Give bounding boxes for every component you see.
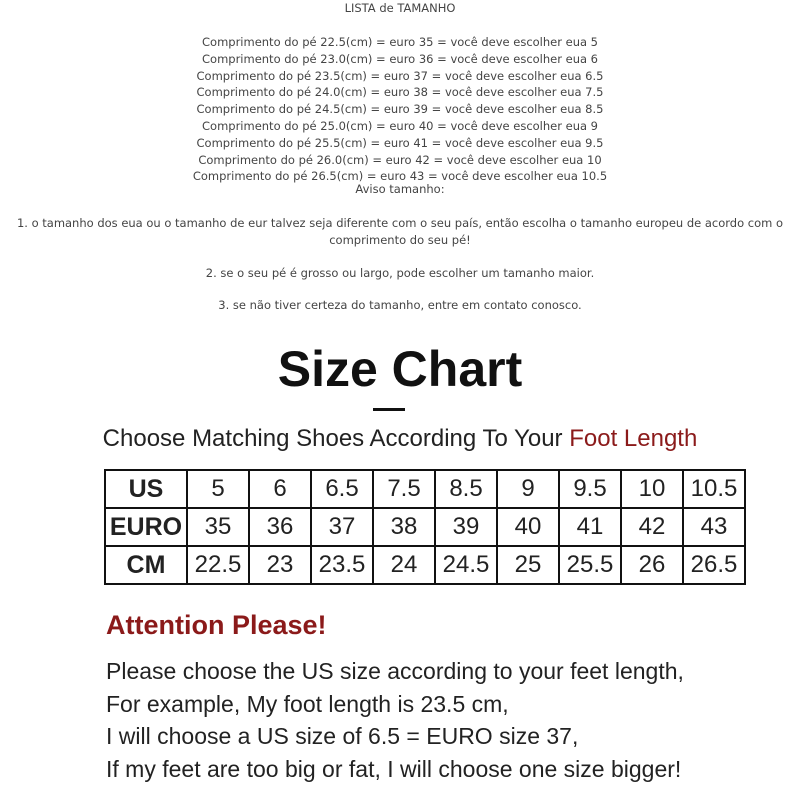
row-header: EURO	[105, 508, 187, 546]
table-cell: 26	[621, 546, 683, 584]
attention-line: If my feet are too big or fat, I will choose one size bigger!	[106, 755, 682, 782]
attention-line: For example, My foot length is 23.5 cm,	[106, 690, 509, 717]
table-cell: 40	[497, 508, 559, 546]
size-line: Comprimento do pé 25.0(cm) = euro 40 = você deve escolher eua 9	[202, 118, 598, 133]
table-cell: 9.5	[559, 470, 621, 508]
size-line: Comprimento do pé 23.5(cm) = euro 37 = você deve escolher eua 6.5	[196, 68, 604, 83]
table-cell: 37	[311, 508, 373, 546]
note-2: 2. se o seu pé é grosso ou largo, pode escolher um tamanho maior.	[205, 266, 595, 280]
table-cell: 39	[435, 508, 497, 546]
attention-title: Attention Please!	[106, 610, 327, 640]
table-row	[105, 470, 745, 508]
table-cell: 9	[497, 470, 559, 508]
subtitle-highlight: Foot Length	[569, 425, 698, 452]
table-cell: 22.5	[187, 546, 249, 584]
size-table	[104, 469, 746, 585]
size-line: Comprimento do pé 26.0(cm) = euro 42 = você deve escolher eua 10	[198, 152, 602, 167]
row-header: US	[105, 470, 187, 508]
table-cell: 25	[497, 546, 559, 584]
note-1: 1. o tamanho dos eua ou o tamanho de eur talvez seja diferente com o seu país, então escolha o tamanho europeu de acordo com o comprimento do seu pé!	[16, 216, 784, 247]
table-cell: 35	[187, 508, 249, 546]
table-cell: 41	[559, 508, 621, 546]
table-cell: 38	[373, 508, 435, 546]
table-cell: 42	[621, 508, 683, 546]
row-header: CM	[105, 546, 187, 584]
attention-line: Please choose the US size according to your feet length,	[106, 658, 684, 684]
size-line: Comprimento do pé 22.5(cm) = euro 35 = você deve escolher eua 5	[202, 35, 598, 49]
subtitle-main: Choose Matching Shoes According To Your	[102, 425, 570, 452]
table-cell: 7.5	[373, 470, 435, 508]
notice-title: Aviso tamanho:	[355, 182, 445, 196]
table-cell: 26.5	[683, 546, 745, 584]
table-cell: 25.5	[559, 546, 621, 584]
size-line: Comprimento do pé 24.0(cm) = euro 38 = você deve escolher eua 7.5	[196, 85, 604, 100]
size-lines	[0, 34, 800, 185]
table-cell: 5	[187, 470, 249, 508]
chart-title: Size Chart	[277, 341, 523, 397]
table-row	[105, 508, 745, 546]
attention-text	[106, 655, 684, 785]
size-line: Comprimento do pé 24.5(cm) = euro 39 = você deve escolher eua 8.5	[196, 102, 604, 117]
attention-line: I will choose a US size of 6.5 = EURO size 37,	[106, 723, 579, 749]
title-divider	[373, 408, 405, 411]
table-cell: 36	[249, 508, 311, 546]
table-cell: 24.5	[435, 546, 497, 584]
table-cell: 23.5	[311, 546, 373, 584]
table-cell: 24	[373, 546, 435, 584]
table-cell: 10.5	[683, 470, 745, 508]
table-cell: 8.5	[435, 470, 497, 508]
size-line: Comprimento do pé 23.0(cm) = euro 36 = você deve escolher eua 6	[202, 51, 598, 66]
table-cell: 6	[249, 470, 311, 508]
table-cell: 23	[249, 546, 311, 584]
table-cell: 10	[621, 470, 683, 508]
table-cell: 43	[683, 508, 745, 546]
table-cell: 6.5	[311, 470, 373, 508]
size-line: Comprimento do pé 25.5(cm) = euro 41 = você deve escolher eua 9.5	[196, 135, 604, 150]
chart-subtitle	[0, 425, 800, 453]
size-line: Comprimento do pé 26.5(cm) = euro 43 = você deve escolher eua 10.5	[192, 169, 608, 184]
size-list-title: LISTA de TAMANHO	[344, 1, 456, 15]
table-row	[105, 546, 745, 584]
note-3: 3. se não tiver certeza do tamanho, entre em contato conosco.	[218, 298, 582, 312]
